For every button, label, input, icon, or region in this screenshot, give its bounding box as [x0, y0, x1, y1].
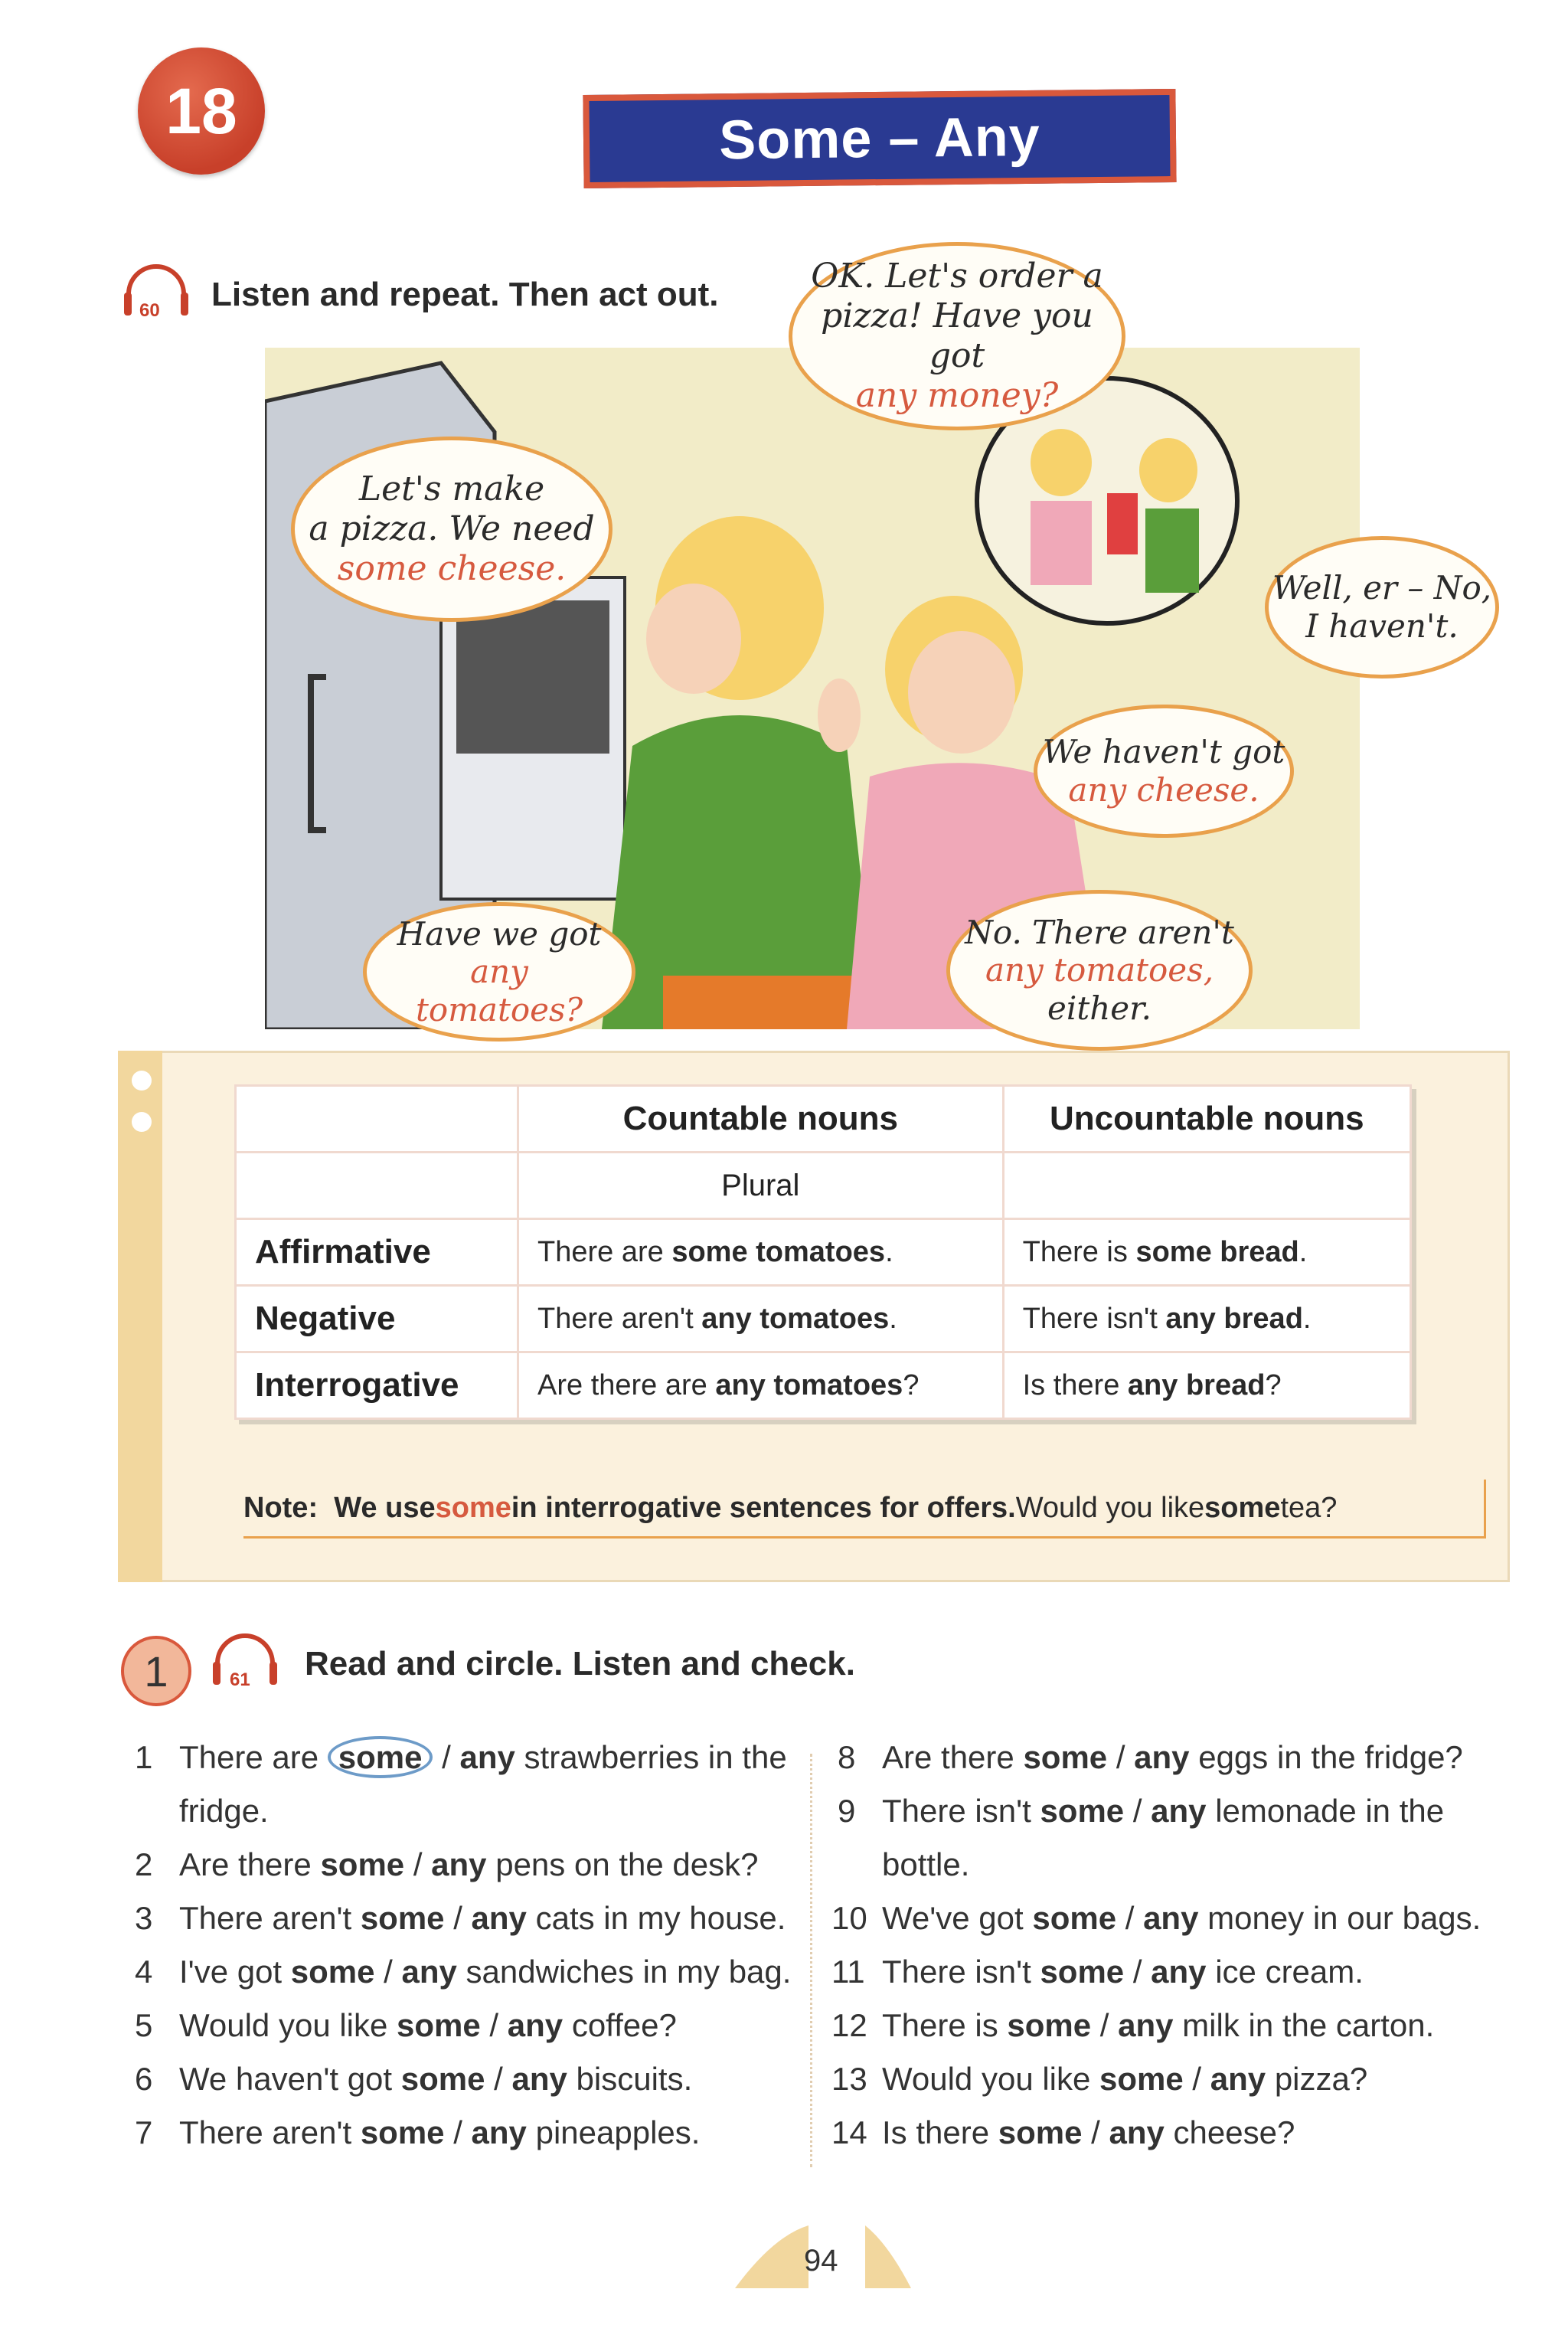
item-text: There isn't — [882, 1954, 1040, 1990]
bubble-line: any tomatoes, — [985, 951, 1214, 989]
row-label: Interrogative — [236, 1352, 518, 1419]
option-some[interactable]: some — [1099, 2061, 1184, 2097]
section-instruction: Listen and repeat. Then act out. — [211, 276, 719, 313]
row-label: Affirmative — [236, 1219, 518, 1286]
grammar-table — [234, 1084, 1412, 1420]
exercise-item — [135, 1838, 758, 1892]
note-example: Would you like — [1015, 1491, 1205, 1524]
item-number: 8 — [838, 1739, 856, 1775]
exercise-item — [831, 1945, 1364, 1999]
track-number: 61 — [230, 1669, 250, 1690]
item-number: 13 — [831, 2061, 867, 2097]
item-text: pineapples. — [526, 2114, 701, 2150]
bubble-line: either. — [1047, 989, 1152, 1027]
option-any[interactable]: any — [507, 2007, 564, 2043]
item-text: lemonade in the — [1206, 1793, 1445, 1829]
cell-text: . — [885, 1235, 893, 1268]
bubble-line: pizza! Have you got — [821, 296, 1093, 375]
cell-text: Is there — [1022, 1369, 1128, 1401]
option-any[interactable]: any — [1210, 2061, 1266, 2097]
speech-bubble-order-pizza — [789, 242, 1125, 430]
option-any[interactable]: any — [471, 2114, 527, 2150]
unit-number-badge: 18 — [138, 47, 265, 175]
item-text: cats in my house. — [526, 1900, 786, 1936]
note-highlight: some — [435, 1491, 511, 1524]
option-separator: / — [1124, 1793, 1152, 1829]
item-number: 3 — [135, 1900, 153, 1936]
bubble-line: We haven't got — [1042, 733, 1285, 771]
cell-bold: any bread — [1127, 1369, 1266, 1401]
item-number: 2 — [135, 1846, 153, 1882]
exercise-item — [831, 2052, 1367, 2106]
item-number: 14 — [831, 2114, 867, 2150]
speech-bubble-no-money — [1265, 536, 1499, 679]
cell-bold: some bread — [1135, 1235, 1299, 1268]
option-any[interactable]: any — [431, 1846, 487, 1882]
cell-bold: any bread — [1165, 1302, 1303, 1335]
item-text: There aren't — [179, 2114, 361, 2150]
exercise-item — [135, 2106, 700, 2160]
exercise-item — [838, 1784, 1444, 1892]
item-text: pens on the desk? — [486, 1846, 759, 1882]
table-cell — [518, 1286, 1004, 1352]
exercise-item — [135, 2052, 692, 2106]
column-header-countable: Countable nouns — [518, 1086, 1004, 1153]
item-text: There aren't — [179, 1900, 361, 1936]
bubble-line: Well, er – No, — [1272, 569, 1492, 607]
item-text: Would you like — [882, 2061, 1100, 2097]
page-title: Some – Any — [583, 89, 1176, 188]
option-any[interactable]: any — [401, 1954, 457, 1990]
table-corner — [236, 1086, 518, 1153]
item-text: ice cream. — [1206, 1954, 1364, 1990]
bubble-line: some cheese. — [337, 548, 567, 588]
bubble-line: Let's make — [358, 469, 545, 509]
item-number: 1 — [135, 1739, 153, 1775]
option-some[interactable]: some — [360, 2114, 445, 2150]
item-text: Are there — [882, 1739, 1024, 1775]
option-separator: / — [374, 1954, 402, 1990]
exercise-item — [838, 1731, 1463, 1784]
item-number: 12 — [831, 2007, 867, 2043]
option-any[interactable]: any — [1151, 1954, 1207, 1990]
item-text: There are — [179, 1739, 328, 1775]
bubble-line: tomatoes? — [415, 990, 583, 1028]
table-cell — [518, 1352, 1004, 1419]
item-text: There is — [882, 2007, 1008, 2043]
option-any[interactable]: any — [1118, 2007, 1174, 2043]
exercise-item — [135, 1731, 787, 1838]
option-some[interactable]: some — [1040, 1954, 1125, 1990]
item-text: Would you like — [179, 2007, 397, 2043]
option-any[interactable]: any — [511, 2061, 567, 2097]
option-separator: / — [1082, 2114, 1109, 2150]
cell-text: There aren't — [537, 1302, 702, 1335]
item-text: coffee? — [563, 2007, 677, 2043]
cell-bold: any tomatoes — [715, 1369, 903, 1401]
exercise-number-badge: 1 — [121, 1636, 191, 1706]
option-some[interactable]: some — [400, 2061, 485, 2097]
cell-text: There is — [1022, 1235, 1136, 1268]
item-text: strawberries in the — [514, 1739, 787, 1775]
option-separator: / — [1091, 2007, 1119, 2043]
item-text: We haven't got — [179, 2061, 401, 2097]
decorative-dot — [132, 1112, 152, 1132]
table-cell — [1003, 1219, 1410, 1286]
exercise-item — [135, 1999, 677, 2052]
note-text: We use — [334, 1491, 436, 1524]
speech-bubble-no-cheese — [1034, 705, 1294, 838]
option-separator: / — [444, 2114, 472, 2150]
option-some[interactable]: some — [1023, 1739, 1108, 1775]
item-text: sandwiches in my bag. — [456, 1954, 792, 1990]
cell-text: ? — [903, 1369, 920, 1401]
option-some[interactable]: some — [320, 1846, 405, 1882]
option-any[interactable]: any — [1151, 1793, 1207, 1829]
option-separator: / — [1116, 1900, 1144, 1936]
cell-bold: some tomatoes — [671, 1235, 886, 1268]
option-separator: / — [1124, 1954, 1152, 1990]
option-some[interactable]: some — [397, 2007, 481, 2043]
item-text: bottle. — [882, 1846, 970, 1882]
bubble-line: OK. Let's order a — [811, 257, 1103, 296]
decorative-dot — [132, 1071, 152, 1091]
item-text: biscuits. — [567, 2061, 693, 2097]
option-some[interactable]: some — [290, 1954, 375, 1990]
item-number: 7 — [135, 2114, 153, 2150]
bubble-line: I haven't. — [1305, 607, 1459, 645]
cell-text: There isn't — [1022, 1302, 1166, 1335]
item-number: 5 — [135, 2007, 153, 2043]
option-separator: / — [1107, 1739, 1135, 1775]
grammar-note — [243, 1480, 1486, 1539]
option-some[interactable]: some — [1040, 1793, 1125, 1829]
table-cell — [1003, 1286, 1410, 1352]
item-number: 11 — [831, 1954, 865, 1990]
note-example-bold: some — [1204, 1491, 1281, 1524]
cell-text: Are there are — [537, 1369, 716, 1401]
exercise-item — [831, 1999, 1434, 2052]
item-text: money in our bags. — [1198, 1900, 1481, 1936]
bubble-word: any — [470, 953, 528, 991]
table-row — [236, 1352, 1411, 1419]
table-cell — [1003, 1352, 1410, 1419]
option-any[interactable]: any — [1134, 1739, 1190, 1775]
item-text: pizza? — [1266, 2061, 1368, 2097]
cell-bold: any tomatoes — [701, 1302, 890, 1335]
exercise-item — [831, 2106, 1295, 2160]
table-cell — [1003, 1153, 1410, 1219]
bubble-line: any cheese. — [1068, 771, 1259, 809]
row-label: Negative — [236, 1286, 518, 1352]
bubble-line: a pizza. We need — [309, 509, 595, 549]
option-separator: / — [433, 1739, 460, 1775]
cell-text: . — [889, 1302, 897, 1335]
bubble-line: No. There aren't — [965, 913, 1234, 951]
table-cell — [236, 1153, 518, 1219]
option-separator: / — [444, 1900, 472, 1936]
cell-text: . — [1298, 1235, 1308, 1268]
option-separator: / — [404, 1846, 432, 1882]
table-cell — [518, 1219, 1004, 1286]
item-number: 9 — [838, 1793, 856, 1829]
cell-text: There are — [537, 1235, 672, 1268]
item-text: We've got — [882, 1900, 1033, 1936]
note-example: tea? — [1280, 1491, 1338, 1524]
option-some[interactable]: some — [998, 2114, 1083, 2150]
track-number: 60 — [139, 300, 160, 321]
speech-bubble-make-pizza — [291, 437, 612, 622]
option-separator: / — [1183, 2061, 1210, 2097]
item-text: There isn't — [882, 1793, 1040, 1829]
option-separator: / — [485, 2061, 512, 2097]
bubble-line: any money? — [855, 375, 1059, 415]
exercise-item — [831, 1892, 1481, 1945]
exercise-item — [135, 1892, 786, 1945]
table-row — [236, 1286, 1411, 1352]
item-text: fridge. — [179, 1793, 269, 1829]
speech-bubble-tomatoes-question — [363, 902, 635, 1042]
option-any[interactable]: any — [1109, 2114, 1165, 2150]
option-some[interactable]: some — [1032, 1900, 1117, 1936]
option-some[interactable]: some — [328, 1736, 433, 1778]
subheader-plural: Plural — [518, 1153, 1004, 1219]
exercise-instruction: Read and circle. Listen and check. — [305, 1645, 855, 1682]
item-number: 10 — [831, 1900, 867, 1936]
item-number: 6 — [135, 2061, 153, 2097]
option-separator: / — [480, 2007, 508, 2043]
page-number: 94 — [804, 2244, 838, 2278]
column-header-uncountable: Uncountable nouns — [1003, 1086, 1410, 1153]
speech-bubble-no-tomatoes — [946, 890, 1253, 1051]
item-text: milk in the carton. — [1173, 2007, 1435, 2043]
item-text: Are there — [179, 1846, 321, 1882]
option-any[interactable]: any — [459, 1739, 515, 1775]
option-some[interactable]: some — [360, 1900, 445, 1936]
column-divider — [810, 1754, 812, 2167]
option-any[interactable]: any — [1143, 1900, 1199, 1936]
table-row — [236, 1219, 1411, 1286]
note-label: Note: — [243, 1491, 318, 1524]
item-text: Is there — [882, 2114, 998, 2150]
item-text: eggs in the fridge? — [1189, 1739, 1463, 1775]
option-some[interactable]: some — [1007, 2007, 1092, 2043]
bubble-line: Have we got — [397, 914, 602, 953]
item-number: 4 — [135, 1954, 153, 1990]
cell-text: ? — [1265, 1369, 1282, 1401]
option-any[interactable]: any — [471, 1900, 527, 1936]
item-text: cheese? — [1164, 2114, 1295, 2150]
item-text: I've got — [179, 1954, 291, 1990]
cell-text: . — [1302, 1302, 1312, 1335]
exercise-item — [135, 1945, 791, 1999]
note-text: in interrogative sentences for offers. — [511, 1491, 1016, 1524]
